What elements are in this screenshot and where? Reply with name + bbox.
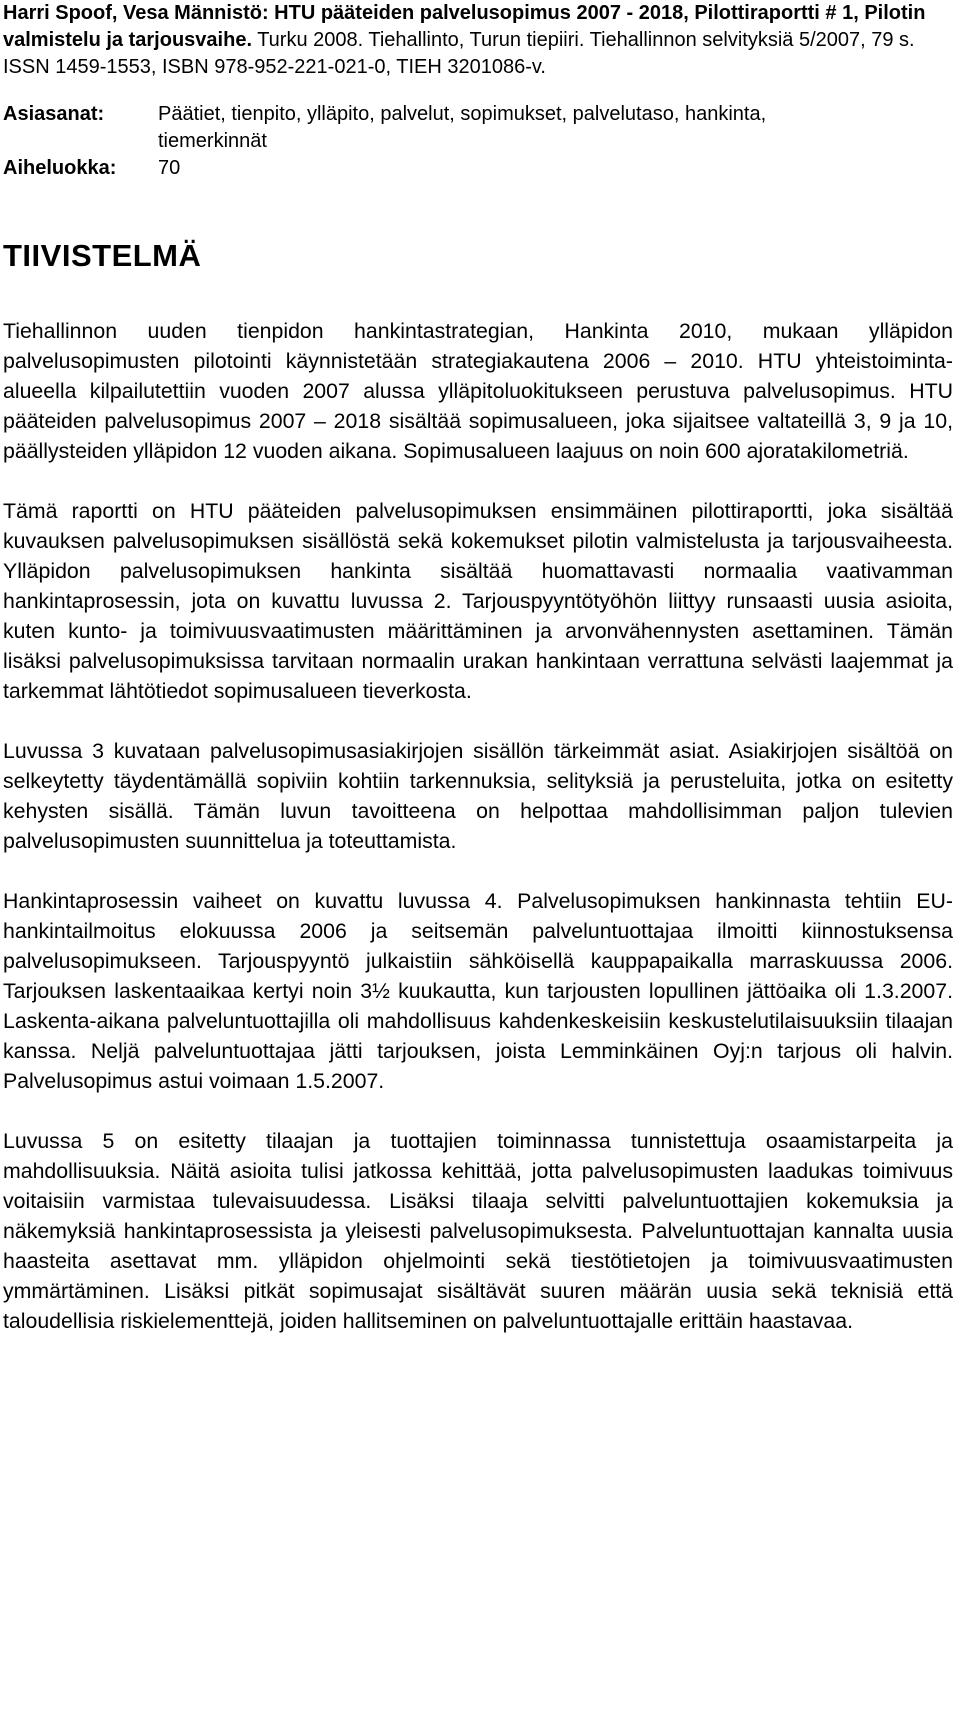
keywords-value: Päätiet, tienpito, ylläpito, palvelut, sopimukset, palvelutaso, hankinta, tiemerkinnät [158,103,767,152]
category-value: 70 [158,157,181,179]
summary-paragraph-5: Luvussa 5 on esitetty tilaajan ja tuottajien toiminnassa tunnistettuja osaamistarpeita ja mahdollisuuksia. Näitä asioita tulisi jatkossa kehittää, jotta palvelusopimusten laadukas toimivuus voitaisiin varmistaa tulevaisuudessa. Lisäksi tilaaja selvitti palveluntuottajien kokemuksia ja näkemyksiä hankintaprosessista ja yleisesti palvelusopimuksesta. Palveluntuottajan kannalta uusia haasteita asettavat mm. ylläpidon ohjelmointi sekä tiestötietojen ja toimivuusvaatimusten ymmärtäminen. Lisäksi pitkät sopimusajat sisältävät suuren määrän uusia sekä teknisiä että taloudellisia riskielementtejä, joiden hallitseminen on palveluntuottajalle erittäin haastavaa. [3,1129,953,1333]
summary-paragraph-1: Tiehallinnon uuden tienpidon hankintastrategian, Hankinta 2010, mukaan ylläpidon palvelusopimusten pilotointi käynnistetään strategiakautena 2006 – 2010. HTU yhteistoiminta-alueella kilpailutettiin vuoden 2007 alussa ylläpitoluokitukseen perustuva palvelusopimus. HTU pääteiden palvelusopimus 2007 – 2018 sisältää sopimusalueen, joka sijaitsee valtateillä 3, 9 ja 10, päällysteiden ylläpidon 12 vuoden aikana. Sopimusalueen laajuus on noin 600 ajoratakilometriä. [3,319,953,463]
category-row [3,155,953,182]
keywords-label: Asiasanat: [3,103,105,125]
document-page [3,0,953,1336]
summary-paragraph-2: Tämä raportti on HTU pääteiden palvelusopimuksen ensimmäinen pilottiraportti, joka sisältää kuvauksen palvelusopimuksen sisällöstä sekä kokemukset pilotin valmistelusta ja tarjousvaiheesta. Ylläpidon palvelusopimuksen hankinta sisältää huomattavasti normaalia vaativamman hankintaprosessin, jota on kuvattu luvussa 2. Tarjouspyyntötyöhön liittyy runsaasti uusia asioita, kuten kunto- ja toimivuusvaatimusten määrittäminen ja arvonvähennysten asettaminen. Tämän lisäksi palvelusopimuksissa tarvitaan normaalin urakan hankintaan verrattuna selvästi laajemmat ja tarkemmat lähtötiedot sopimusalueen tieverkosta. [3,499,953,703]
category-label: Aiheluokka: [3,157,117,179]
summary-paragraph-4: Hankintaprosessin vaiheet on kuvattu luvussa 4. Palvelusopimuksen hankinnasta tehtiin EU-hankintailmoitus elokuussa 2006 ja seitsemän palveluntuottajaa ilmoitti kiinnostuksensa palvelusopimukseen. Tarjouspyyntö julkaistiin sähköisellä kauppapaikalla marraskuussa 2006. Tarjouksen laskentaaikaa kertyi noin 3½ kuukautta, kun tarjousten lopullinen jättöaika oli 1.3.2007. Laskenta-aikana palveluntuottajilla oli mahdollisuus kahdenkeskeisiin keskustelutilaisuuksiin tilaajan kanssa. Neljä palveluntuottajaa jätti tarjouksen, joista Lemminkäinen Oyj:n tarjous oli halvin. Palvelusopimus astui voimaan 1.5.2007. [3,889,953,1093]
summary-paragraph-3: Luvussa 3 kuvataan palvelusopimusasiakirjojen sisällön tärkeimmät asiat. Asiakirjojen sisältöä on selkeytetty täydentämällä sopiviin kohtiin tarkennuksia, selityksiä ja perusteluita, jotka on esitetty kehysten sisällä. Tämän luvun tavoitteena on helpottaa mahdollisimman paljon tulevien palvelusopimusten suunnittelua ja toteuttamista. [3,739,953,853]
citation-publication-info: Turku 2008. Tiehallinto, Turun tiepiiri. Tiehallinnon selvityksiä 5/2007, 79 s. ISSN 1459-1553, ISBN 978-952-221-021-0, TIEH 3201086-v. [3,29,915,78]
citation [3,0,953,81]
keywords-row [3,101,953,155]
summary-heading: TIIVISTELMÄ [3,238,202,273]
citation-authors-title: Harri Spoof, Vesa Männistö: HTU pääteiden palvelusopimus 2007 - 2018, Pilottiraportti # 1, Pilotin valmistelu ja tarjousvaihe. [3,2,926,51]
